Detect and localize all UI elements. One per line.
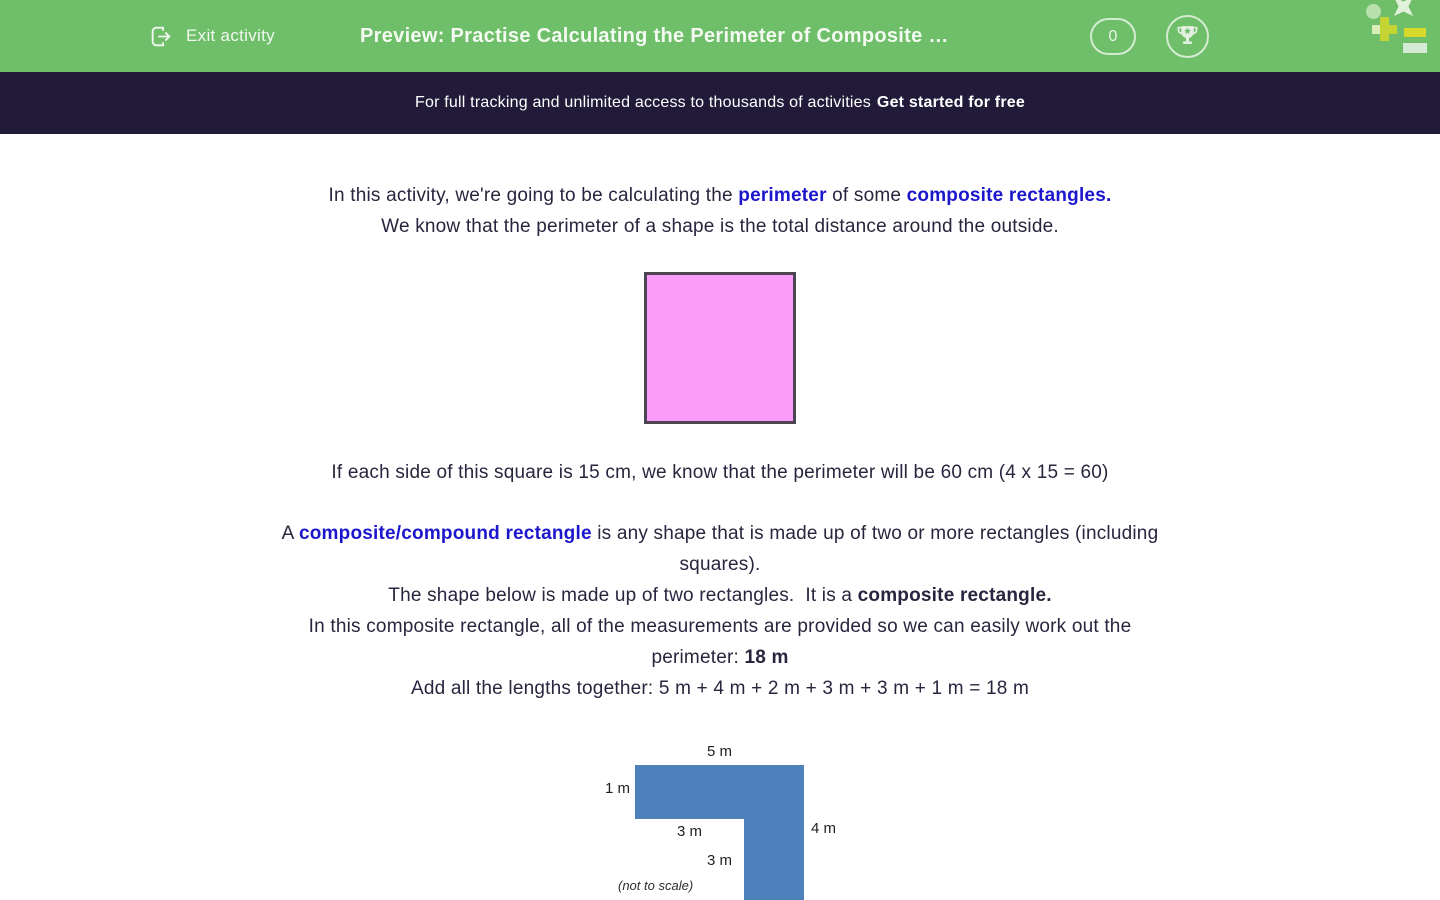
pink-square-shape [644,272,796,424]
trophy-button[interactable] [1166,15,1209,58]
text-line: We know that the perimeter of a shape is the total distance around the outside. [381,216,1059,237]
shape-vertical-bar [744,765,804,900]
not-to-scale-note: (not to scale) [618,878,694,893]
score-value: 0 [1108,27,1118,45]
label-inner-horizontal-3m: 3 m [676,823,702,840]
banner-message: For full tracking and unlimited access to thousands of activities [415,94,871,111]
text-line: The shape below is made up of two rectangles. It is a composite rectangle. [388,585,1052,606]
composite-shape-figure [600,742,840,900]
logo-equals-icon [1404,28,1426,37]
activity-title: Preview: Practise Calculating the Perimeter of Composite … [360,25,949,47]
label-inner-vertical-3m: 3 m [706,852,732,869]
label-left-1m: 1 m [604,780,630,797]
exit-activity-button[interactable] [148,0,275,72]
score-counter[interactable] [1090,18,1136,55]
text-line: perimeter: 18 m [651,647,789,668]
label-top-5m: 5 m [706,743,732,760]
text-line: In this composite rectangle, all of the measurements are provided so we can easily work out the [308,616,1132,637]
get-started-link[interactable]: Get started for free [876,94,1025,111]
composite-paragraph [140,518,1300,704]
exit-icon [148,23,175,50]
brand-logo [1352,0,1438,62]
text-line: If each side of this square is 15 cm, we know that the perimeter will be 60 cm (4 x 15 = 60) [331,462,1109,483]
logo-equals-icon [1403,43,1427,53]
text-line: In this activity, we're going to be calculating the perimeter of some composite rectangles. [328,185,1112,206]
label-right-4m: 4 m [811,820,837,837]
text-line: Add all the lengths together: 5 m + 4 m + 2 m + 3 m + 3 m + 1 m = 18 m [410,678,1030,699]
square-caption [140,457,1300,488]
upgrade-banner [0,72,1440,134]
app-header [0,0,1440,72]
exit-activity-label: Exit activity [186,26,275,45]
intro-paragraph [140,134,1300,242]
logo-plus-icon [1372,25,1380,34]
lesson-content [140,134,1300,900]
text-line: A composite/compound rectangle is any shape that is made up of two or more rectangles (including [281,523,1159,544]
text-line: squares). [679,554,761,575]
trophy-icon [1175,23,1200,51]
logo-divide-dot-icon [1366,4,1381,19]
logo-multiply-star-icon [1384,0,1422,26]
